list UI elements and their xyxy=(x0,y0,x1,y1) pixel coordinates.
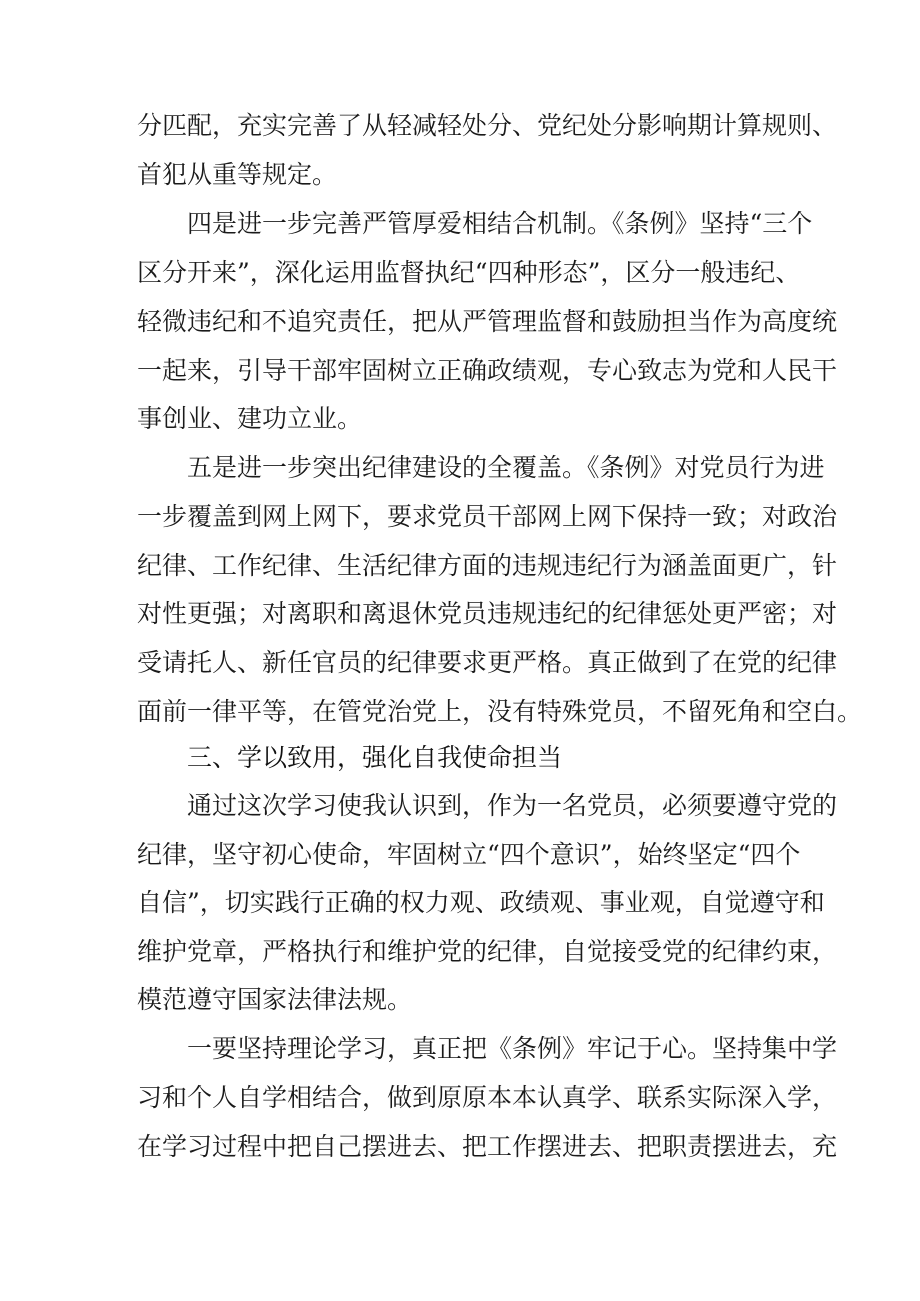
text-line-content: 轻微违纪和不追究责任，把从严管理监督和鼓励担当作为高度统 xyxy=(137,307,838,336)
text-line xyxy=(0,153,920,197)
text-line xyxy=(0,881,920,925)
text-line-content: 区分开来”，深化运用监督执纪“四种形态”，区分一般违纪、 xyxy=(137,258,801,287)
text-line xyxy=(0,930,920,974)
text-line xyxy=(0,544,920,588)
text-line xyxy=(0,1125,920,1169)
text-line-content: 自信”，切实践行正确的权力观、政绩观、事业观，自觉遵守和 xyxy=(137,888,825,917)
text-line xyxy=(0,1076,920,1120)
text-line-content: 一要坚持理论学习，真正把《条例》牢记于心。坚持集中学 xyxy=(187,1034,838,1063)
text-line-content: 纪律、工作纪律、生活纪律方面的违规违纪行为涵盖面更广，针 xyxy=(137,551,838,580)
text-line xyxy=(0,251,920,295)
text-line xyxy=(0,104,920,148)
text-line xyxy=(0,784,920,828)
text-line xyxy=(0,349,920,393)
text-line xyxy=(0,397,920,441)
text-line-content: 一起来，引导干部牢固树立正确政绩观，专心致志为党和人民干 xyxy=(137,356,838,385)
text-line-content: 维护党章，严格执行和维护党的纪律，自觉接受党的纪律约束， xyxy=(137,937,838,966)
text-line-content: 面前一律平等，在管党治党上，没有特殊党员，不留死角和空白。 xyxy=(137,697,863,726)
text-line xyxy=(0,300,920,344)
text-line-content: 分匹配，充实完善了从轻减轻处分、党纪处分影响期计算规则、 xyxy=(137,111,838,140)
text-line xyxy=(0,978,920,1022)
text-line xyxy=(0,202,920,246)
text-line xyxy=(0,592,920,636)
section-heading-text: 三、学以致用，强化自我使命担当 xyxy=(187,743,563,772)
text-line-content: 纪律，坚守初心使命，牢固树立“四个意识”，始终坚定“四个 xyxy=(137,840,801,869)
text-line-content: 首犯从重等规定。 xyxy=(137,160,338,189)
text-line-content: 在学习过程中把自己摆进去、把工作摆进去、把职责摆进去，充 xyxy=(137,1132,838,1161)
text-line-content: 模范遵守国家法律法规。 xyxy=(137,985,413,1014)
text-line-content: 通过这次学习使我认识到，作为一名党员，必须要遵守党的 xyxy=(187,791,838,820)
text-line xyxy=(0,641,920,685)
text-line xyxy=(0,1027,920,1071)
text-line-content: 一步覆盖到网上网下，要求党员干部网上网下保持一致；对政治 xyxy=(137,502,838,531)
text-line xyxy=(0,690,920,734)
text-line xyxy=(0,833,920,877)
text-line xyxy=(0,495,920,539)
text-line-content: 受请托人、新任官员的纪律要求更严格。真正做到了在党的纪律 xyxy=(137,648,838,677)
text-line-content: 习和个人自学相结合，做到原原本本认真学、联系实际深入学， xyxy=(137,1083,838,1112)
section-heading xyxy=(0,736,920,780)
text-line xyxy=(0,446,920,490)
text-line-content: 五是进一步突出纪律建设的全覆盖。《条例》对党员行为进 xyxy=(187,453,825,482)
text-line-content: 事创业、建功立业。 xyxy=(137,404,363,433)
text-line-content: 对性更强；对离职和离退休党员违规违纪的纪律惩处更严密；对 xyxy=(137,599,838,628)
text-line-content: 四是进一步完善严管厚爱相结合机制。《条例》坚持“三个 xyxy=(187,209,813,238)
